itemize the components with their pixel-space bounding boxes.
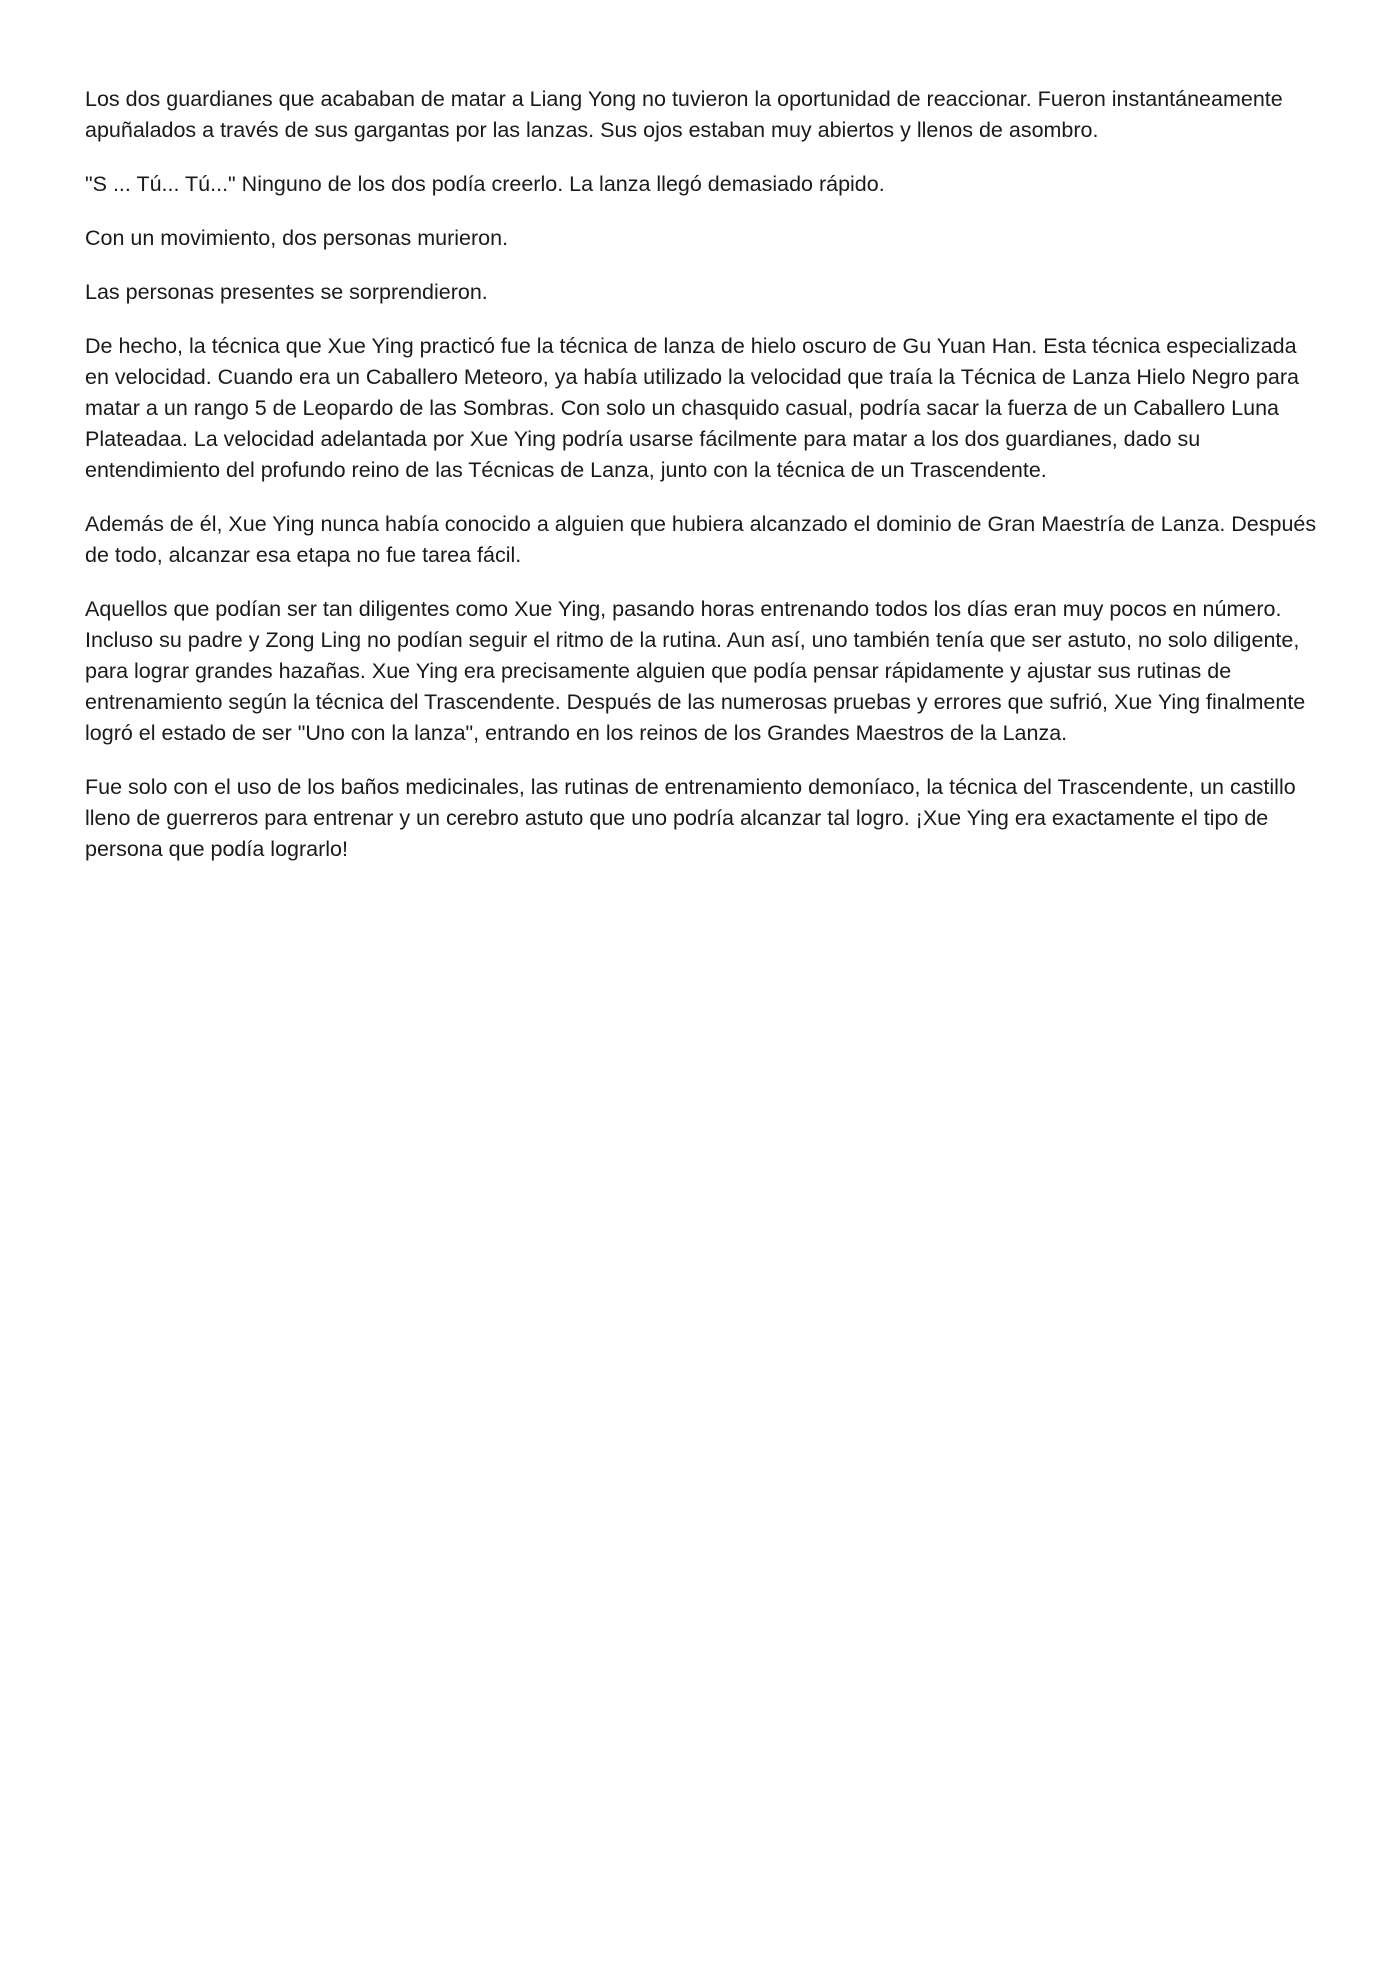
paragraph-8: Fue solo con el uso de los baños medicinales, las rutinas de entrenamiento demoníaco, la técnica del Trascendente, un castillo lleno de guerreros para entrenar y un cerebro astuto que uno podría alcanzar tal logro. ¡Xue Ying era exactamente el tipo de persona que podía lograrlo!: [85, 775, 1296, 861]
paragraph-1: Los dos guardianes que acababan de matar a Liang Yong no tuvieron la oportunidad de reaccionar. Fueron instantáneamente apuñalados a través de sus gargantas por las lanzas. Sus ojos estaban muy abiertos y llenos de asombro.: [85, 87, 1283, 142]
paragraph-5: De hecho, la técnica que Xue Ying practicó fue la técnica de lanza de hielo oscuro de Gu Yuan Han. Esta técnica especializada en velocidad. Cuando era un Caballero Meteoro, ya había utilizado la velocidad que traía la Técnica de Lanza Hielo Negro para matar a un rango 5 de Leopardo de las Sombras. Con solo un chasquido casual, podría sacar la fuerza de un Caballero Luna Plateadaa. La velocidad adelantada por Xue Ying podría usarse fácilmente para matar a los dos guardianes, dado su entendimiento del profundo reino de las Técnicas de Lanza, junto con la técnica de un Trascendente.: [85, 334, 1299, 482]
document-body: [85, 84, 1321, 888]
paragraph-2: "S ... Tú... Tú..." Ninguno de los dos podía creerlo. La lanza llegó demasiado rápido.: [85, 172, 885, 196]
paragraph-6: Además de él, Xue Ying nunca había conocido a alguien que hubiera alcanzado el dominio de Gran Maestría de Lanza. Después de todo, alcanzar esa etapa no fue tarea fácil.: [85, 512, 1317, 567]
paragraph-3: Con un movimiento, dos personas murieron.: [85, 226, 509, 250]
paragraph-7: Aquellos que podían ser tan diligentes como Xue Ying, pasando horas entrenando todos los días eran muy pocos en número. Incluso su padre y Zong Ling no podían seguir el ritmo de la rutina. Aun así, uno también tenía que ser astuto, no solo diligente, para lograr grandes hazañas. Xue Ying era precisamente alguien que podía pensar rápidamente y ajustar sus rutinas de entrenamiento según la técnica del Trascendente. Después de las numerosas pruebas y errores que sufrió, Xue Ying finalmente logró el estado de ser "Uno con la lanza", entrando en los reinos de los Grandes Maestros de la Lanza.: [85, 597, 1306, 745]
paragraph-4: Las personas presentes se sorprendieron.: [85, 280, 488, 304]
